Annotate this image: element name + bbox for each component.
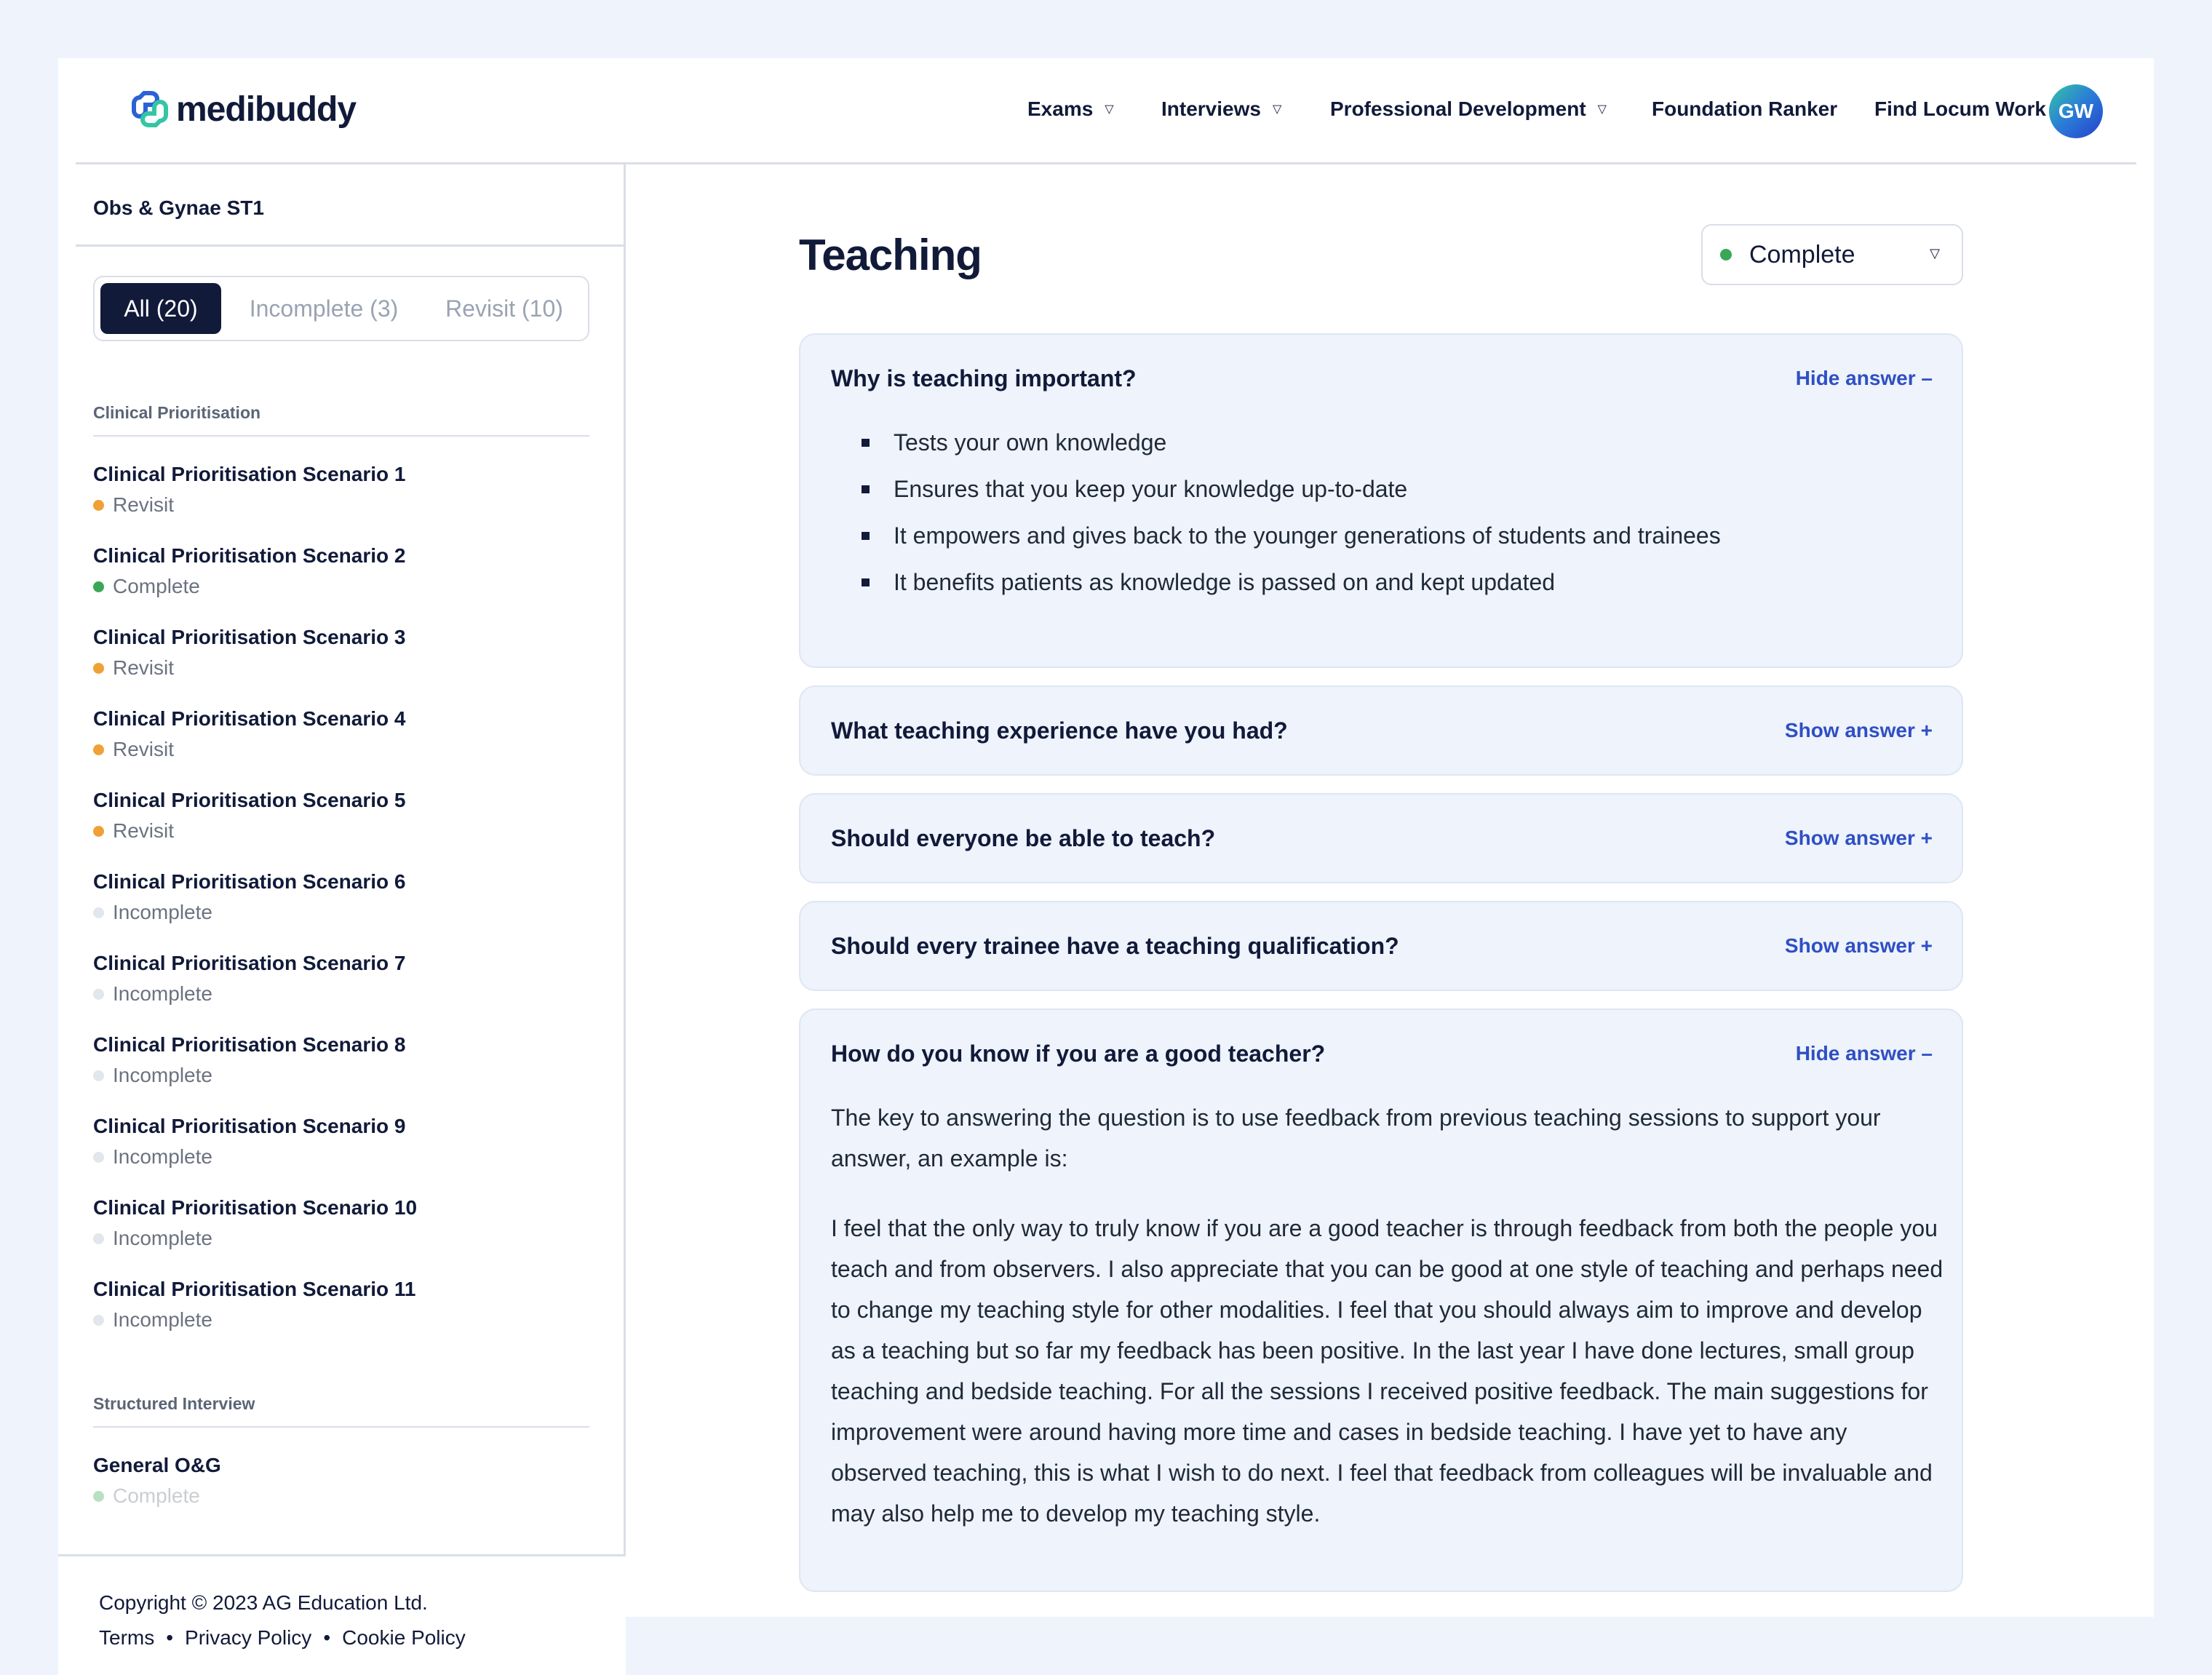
status (93, 1308, 416, 1332)
nav-find-locum-work[interactable] (1874, 98, 2046, 121)
status (93, 738, 405, 761)
show-answer-button[interactable]: Show answer + (1784, 719, 1933, 741)
question-card (799, 1008, 1963, 1592)
filter-incomplete[interactable]: Incomplete (3) (249, 295, 399, 322)
status-dot-icon (93, 1152, 104, 1163)
filter-revisit[interactable]: Revisit (10) (445, 295, 563, 322)
question-card[interactable] (799, 901, 1963, 991)
status-label: Complete (113, 575, 200, 597)
nav-exams[interactable] (1027, 98, 1114, 121)
list-item[interactable] (93, 789, 405, 843)
question-card[interactable] (799, 793, 1963, 883)
question-card[interactable] (799, 685, 1963, 776)
status (93, 1227, 417, 1250)
list-item: It empowers and gives back to the younger generations of students and trainees (862, 521, 1721, 568)
status (93, 1145, 405, 1169)
sidebar-footer (58, 1554, 626, 1675)
answer-intro: The key to answering the question is to use feedback from previous teaching sessions to support your answer, an example is: (831, 1105, 1881, 1171)
list-item[interactable] (93, 952, 405, 1006)
separator: • (166, 1626, 174, 1649)
list-item[interactable] (93, 1454, 221, 1508)
status (93, 1484, 221, 1508)
status (93, 493, 405, 517)
copyright: Copyright © 2023 AG Education Ltd. (99, 1591, 428, 1614)
nav-exams-label: Exams (1027, 98, 1094, 120)
legal-links (99, 1626, 466, 1650)
answer-example: I feel that the only way to truly know if you are a good teacher is through feedback from both the people you teach and from observers. I also appreciate that you can be good at one style of teaching and perhaps need to change my teaching style for other modalities. I feel that you should always aim to improve and develop as a teaching but so far my feedback has been positive. In the last year I have done lectures, small group teaching and bedside teaching. For all the sessions I received positive feedback. The main suggestions for improvement were around having more time and cases in bedside teaching. I have yet to have any observed teaching, this is what I wish to do next. I feel that feedback from colleagues will be invaluable and may also help me to develop my teaching style. (831, 1215, 1944, 1527)
chevron-down-icon: ▽ (1272, 103, 1282, 116)
avatar[interactable]: GW (2049, 84, 2103, 138)
separator: • (323, 1626, 331, 1649)
nav-foundation-ranker-label: Foundation Ranker (1652, 98, 1838, 120)
status-dot-icon (93, 581, 104, 592)
status-label: Incomplete (113, 1145, 212, 1168)
status (93, 982, 405, 1006)
divider (93, 435, 589, 437)
divider (76, 244, 626, 247)
show-answer-button[interactable]: Show answer + (1784, 827, 1933, 849)
scenario-title: Clinical Prioritisation Scenario 9 (93, 1115, 406, 1137)
scenario-title: Clinical Prioritisation Scenario 3 (93, 626, 406, 648)
scenario-title: Clinical Prioritisation Scenario 8 (93, 1033, 406, 1056)
status-dot-icon (93, 1070, 104, 1081)
section-label: Structured Interview (93, 1394, 255, 1413)
status-label: Incomplete (113, 1308, 212, 1331)
status (93, 901, 405, 924)
top-header (76, 58, 2136, 164)
status-label: Revisit (113, 493, 175, 516)
list-item[interactable] (93, 1196, 417, 1250)
sidebar (58, 164, 626, 1649)
list-item[interactable] (93, 1115, 405, 1169)
list-item[interactable] (93, 1278, 416, 1332)
status (93, 1064, 405, 1087)
list-item: Tests your own knowledge (862, 428, 1721, 474)
status-dot-icon (93, 1233, 104, 1244)
status-label: Incomplete (113, 1227, 212, 1249)
question-title: Should everyone be able to teach? (831, 825, 1216, 851)
privacy-policy-link[interactable]: Privacy Policy (185, 1626, 312, 1649)
divider (93, 1426, 589, 1428)
scenario-title: Clinical Prioritisation Scenario 7 (93, 952, 406, 974)
status (93, 819, 405, 843)
question-title: Why is teaching important? (831, 365, 1137, 391)
question-card (799, 333, 1963, 668)
chevron-down-icon: ▽ (1597, 103, 1607, 116)
app-frame (58, 58, 2154, 1649)
status-label: Incomplete (113, 1064, 212, 1086)
list-item[interactable] (93, 463, 405, 517)
scenario-title: Clinical Prioritisation Scenario 5 (93, 789, 406, 811)
status-dot-icon (93, 1315, 104, 1326)
cookie-policy-link[interactable]: Cookie Policy (342, 1626, 466, 1649)
status-label: Revisit (113, 819, 175, 842)
status-dot-icon (93, 744, 104, 755)
page-title: Teaching (799, 231, 982, 279)
status-dot-icon (1720, 249, 1732, 260)
status-dot-icon (93, 989, 104, 1000)
list-item: It benefits patients as knowledge is passed on and kept updated (862, 568, 1721, 614)
nav-interviews[interactable] (1161, 98, 1281, 121)
scenario-title: Clinical Prioritisation Scenario 6 (93, 870, 406, 893)
nav-professional-development[interactable] (1330, 98, 1607, 121)
status-label: Revisit (113, 738, 175, 760)
course-title: Obs & Gynae ST1 (93, 196, 264, 219)
show-answer-button[interactable]: Show answer + (1784, 934, 1933, 957)
main-nav (76, 98, 2136, 131)
logo-wordmark: medibuddy (176, 89, 357, 129)
list-item[interactable] (93, 1033, 405, 1087)
nav-foundation-ranker[interactable] (1652, 98, 1837, 121)
question-title: What teaching experience have you had? (831, 717, 1288, 744)
scenario-title: Clinical Prioritisation Scenario 2 (93, 544, 406, 567)
section-label: Clinical Prioritisation (93, 403, 261, 422)
scenario-title: Clinical Prioritisation Scenario 10 (93, 1196, 418, 1219)
scenario-title: Clinical Prioritisation Scenario 4 (93, 707, 406, 730)
status-dot-icon (93, 500, 104, 511)
question-title: Should every trainee have a teaching qualification? (831, 933, 1399, 959)
filter-all[interactable]: All (20) (100, 283, 221, 334)
status-select-value: Complete (1749, 240, 1855, 268)
list-item[interactable] (93, 870, 405, 924)
scenario-title: Clinical Prioritisation Scenario 11 (93, 1278, 416, 1300)
filter-segmented-control (93, 276, 589, 341)
list-item[interactable] (93, 626, 405, 680)
answer-bullets (862, 428, 1721, 614)
question-title: How do you know if you are a good teacher? (831, 1041, 1326, 1067)
status-label: Complete (113, 1484, 200, 1507)
status-select[interactable] (1701, 224, 1963, 285)
status-dot-icon (93, 826, 104, 837)
list-item: Ensures that you keep your knowledge up-to-date (862, 474, 1721, 521)
status-label: Incomplete (113, 982, 212, 1005)
hide-answer-button[interactable]: Hide answer – (1795, 367, 1933, 389)
hide-answer-button[interactable]: Hide answer – (1795, 1042, 1933, 1065)
nav-professional-development-label: Professional Development (1330, 98, 1586, 120)
status-label: Incomplete (113, 901, 212, 923)
list-item[interactable] (93, 707, 405, 761)
nav-find-locum-work-label: Find Locum Work (1874, 98, 2046, 120)
scenario-title: Clinical Prioritisation Scenario 1 (93, 463, 406, 485)
chevron-down-icon: ▽ (1105, 103, 1114, 116)
scenario-title: General O&G (93, 1454, 221, 1476)
status-dot-icon (93, 1491, 104, 1502)
status (93, 575, 405, 598)
terms-link[interactable]: Terms (99, 1626, 155, 1649)
nav-interviews-label: Interviews (1161, 98, 1261, 120)
status-label: Revisit (113, 656, 175, 679)
chevron-down-icon: ▽ (1930, 246, 1940, 260)
status (93, 656, 405, 680)
list-item[interactable] (93, 544, 405, 598)
status-dot-icon (93, 907, 104, 918)
status-dot-icon (93, 663, 104, 674)
